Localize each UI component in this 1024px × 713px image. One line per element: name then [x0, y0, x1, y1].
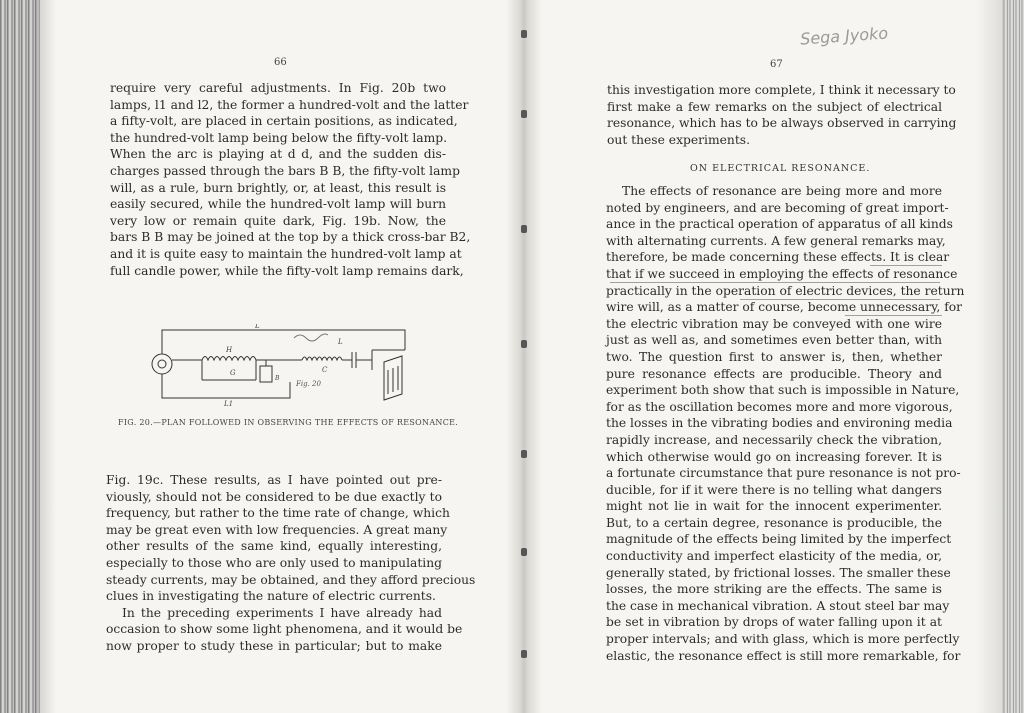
text-line: proper intervals; and with glass, which is more perfectly — [606, 632, 960, 647]
left-page-edge — [0, 0, 40, 713]
text-line: resonance, which has to be always observed in carrying — [607, 116, 957, 131]
figure-label: L1 — [224, 400, 234, 406]
text-line: two. The question first to answer is, then, whether — [606, 349, 942, 364]
right-page-edge — [1002, 0, 1024, 713]
stitch-mark — [521, 225, 527, 233]
text-line: charges passed through the bars B B, the fifty-volt lamp — [110, 163, 460, 178]
figure-label: G — [230, 369, 236, 377]
text-line: especially to those who are only used to manipulating — [106, 555, 442, 570]
text-line: But, to a certain degree, resonance is producible, the — [606, 515, 942, 530]
text-line: wire will, as a matter of course, become unnecessary, for — [606, 300, 963, 315]
text-line: therefore, be made concerning these effects. It is clear — [606, 250, 950, 265]
text-line: occasion to show some light phenomena, and it would be — [106, 622, 463, 637]
text-line: may be great even with low frequencies. A great many — [106, 522, 448, 537]
figure-label: C — [322, 366, 328, 374]
text-line: that if we succeed in employing the effects of resonance — [606, 266, 958, 281]
text-line: The effects of resonance are being more and more — [622, 184, 942, 198]
text-line: with alternating currents. A few general remarks may, — [606, 233, 946, 248]
circuit-diagram — [140, 324, 430, 406]
text-line: just as well as, and sometimes even better than, with — [606, 333, 942, 348]
left-page-number: 66 — [274, 57, 287, 68]
binding-stitches — [521, 0, 527, 713]
stitch-mark — [521, 110, 527, 118]
text-line: now proper to study these in particular; but to make — [106, 638, 442, 653]
text-line: clues in investigating the nature of electric currents. — [106, 589, 436, 604]
text-line: the hundred-volt lamp being below the fifty-volt lamp. — [110, 130, 448, 145]
text-line: practically in the operation of electric devices, the return — [606, 283, 965, 298]
text-line: be set in vibration by drops of water falling upon it at — [606, 615, 942, 630]
figure-label: L — [338, 338, 343, 346]
text-line: a fifty-volt, are placed in certain positions, as indicated, — [110, 114, 458, 129]
pencil-underline — [845, 315, 942, 316]
text-line: ance in the practical operation of apparatus of all kinds — [606, 217, 953, 232]
pencil-underline — [870, 265, 942, 266]
text-line: magnitude of the effects being limited by the imperfect — [606, 532, 952, 547]
text-line: When the arc is playing at d d, and the sudden dis- — [110, 147, 446, 162]
text-line: ducible, for if it were there is no telling what dangers — [606, 482, 942, 497]
text-line: losses, the more striking are the effects. The same is — [606, 582, 942, 597]
stitch-mark — [521, 30, 527, 38]
text-line: the case in mechanical vibration. A stout steel bar may — [606, 598, 950, 613]
text-line: out these experiments. — [607, 132, 750, 147]
left-page-bottom-text — [106, 472, 476, 655]
figure-label: B — [275, 375, 280, 382]
section-heading: ON ELECTRICAL RESONANCE. — [690, 163, 871, 174]
text-line: for as the oscillation becomes more and more vigorous, — [606, 399, 953, 414]
circuit-figure — [140, 324, 430, 406]
text-line: rapidly increase, and necessarily check the vibration, — [606, 432, 942, 447]
text-line: the losses in the vibrating bodies and environing media — [606, 416, 953, 431]
text-line: conductivity and imperfect elasticity of the media, or, — [606, 549, 942, 564]
text-line: first make a few remarks on the subject of electrical — [607, 99, 942, 114]
left-edge-shadow — [36, 0, 56, 713]
text-line: bars B B may be joined at the top by a thick cross-bar B2, — [110, 230, 471, 245]
text-line: Fig. 19c. These results, as I have pointed out pre- — [106, 473, 442, 487]
right-page-top-text — [607, 82, 957, 148]
text-line: and it is quite easy to maintain the hundred-volt lamp at — [110, 246, 462, 261]
text-line: require very careful adjustments. In Fig. 20b two — [110, 81, 446, 95]
text-line: a fortunate circumstance that pure resonance is not pro- — [606, 466, 961, 481]
stitch-mark — [521, 340, 527, 348]
text-line: easily secured, while the hundred-volt lamp will burn — [110, 197, 446, 212]
text-line: frequency, but rather to the time rate of change, which — [106, 506, 450, 521]
figure-caption: FIG. 20.—PLAN FOLLOWED IN OBSERVING THE EFFECTS OF RESONANCE. — [118, 418, 459, 427]
pencil-underline — [610, 282, 940, 283]
text-line: full candle power, while the fifty-volt lamp remains dark, — [110, 263, 464, 278]
figure-label: H — [226, 346, 233, 354]
text-line: pure resonance effects are producible. Theory and — [606, 366, 942, 381]
text-line: steady currents, may be obtained, and they afford precious — [106, 572, 476, 587]
right-page-number: 67 — [770, 59, 783, 70]
text-line: noted by engineers, and are becoming of great import- — [606, 200, 949, 215]
handwritten-note: Sega Jyoko — [799, 23, 889, 49]
figure-label: L — [255, 324, 260, 330]
right-edge-shadow — [976, 0, 1004, 713]
text-line: other results of the same kind, equally interesting, — [106, 539, 442, 554]
text-line: elastic, the resonance effect is still more remarkable, for — [606, 648, 961, 663]
stitch-mark — [521, 450, 527, 458]
text-line: lamps, l1 and l2, the former a hundred-volt and the latter — [110, 97, 469, 112]
stitch-mark — [521, 548, 527, 556]
text-line: will, as a rule, burn brightly, or, at least, this result is — [110, 180, 446, 195]
text-line: experiment both show that such is impossible in Nature, — [606, 383, 960, 398]
text-line: which otherwise would go on increasing forever. It is — [606, 449, 942, 464]
text-line: generally stated, by frictional losses. The smaller these — [606, 565, 951, 580]
stitch-mark — [521, 650, 527, 658]
pencil-underline — [740, 299, 940, 300]
right-page-main-text — [606, 183, 965, 664]
left-page-top-text — [110, 80, 471, 279]
text-line: very low or remain quite dark, Fig. 19b. Now, the — [110, 213, 446, 228]
text-line: the electric vibration may be conveyed with one wire — [606, 316, 942, 331]
text-line: this investigation more complete, I think it necessary to — [607, 83, 956, 97]
text-line: viously, should not be considered to be due exactly to — [106, 489, 442, 504]
text-line: In the preceding experiments I have already had — [122, 605, 442, 620]
text-line: might not lie in wait for the innocent experimenter. — [606, 499, 942, 514]
figure-number: Fig. 20 — [296, 380, 321, 388]
